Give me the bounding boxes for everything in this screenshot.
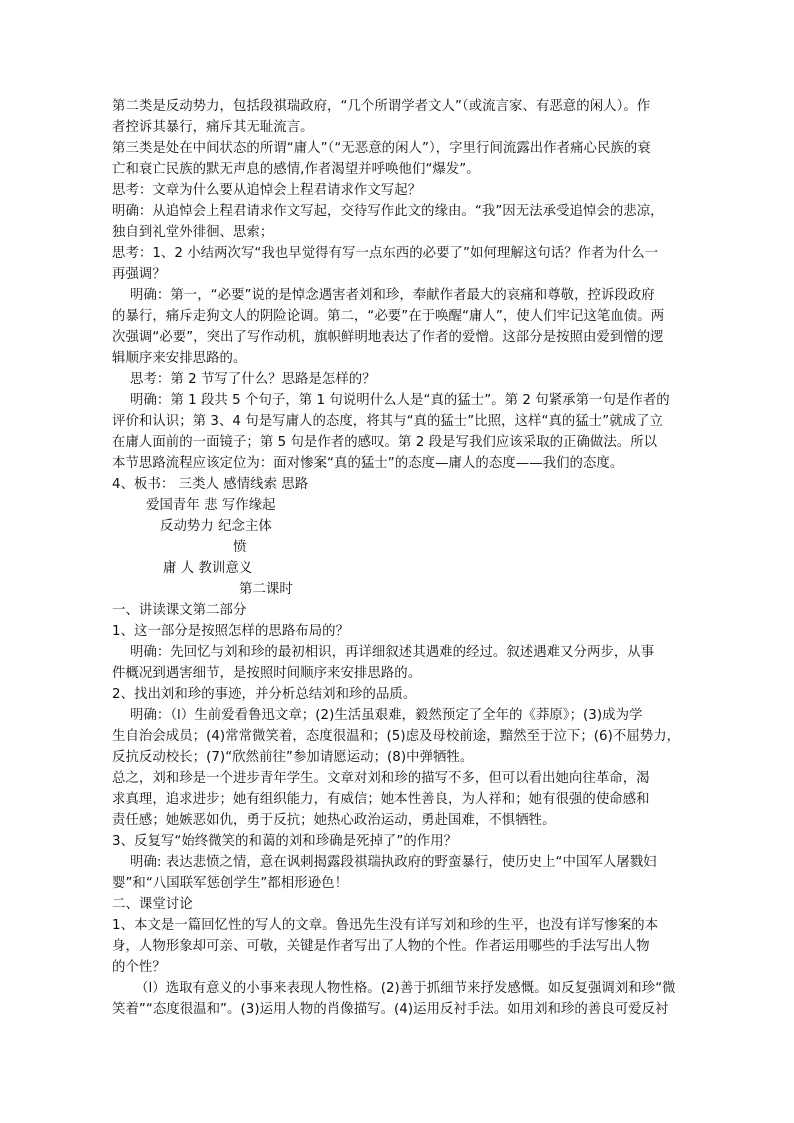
text-line: 第三类是处在中间状态的所谓“庸人”（“无恶意的闲人”），字里行间流露出作者痛心民族的衰	[112, 141, 651, 156]
text-line: （l）选取有意义的小事来表现人物性格。(2)善于抓细节来抒发感慨。如反复强调刘和珍“微	[135, 981, 676, 996]
text-line: 明确：第一，“必要”说的是悼念遇害者刘和珍，奉献作者最大的哀痛和尊敬，控诉段政府	[130, 288, 655, 303]
text-line: 辑顺序来安排思路的。	[112, 351, 247, 366]
text-line: 明确：第 1 段共 5 个句子，第 1 句说明什么人是“真的猛士”。第 2 句紧承第一句是作者的	[130, 393, 670, 408]
text-line: 明确: 表达悲愤之情，意在讽刺揭露段祺瑞执政府的野蛮暴行，使历史上“中国军人屠戮妇	[130, 855, 657, 870]
text-line: 婴”和“八国联军惩创学生”都相形逊色！	[112, 876, 349, 891]
blackboard-heading: 4、板书： 三类人 感情线索 思路	[112, 477, 309, 492]
text-line: 笑着”“态度很温和”。(3)运用人物的肖像描写。(4)运用反衬手法。如用刘和珍的善良可爱反衬	[112, 1002, 669, 1017]
text-line: 次强调“必要”，突出了写作动机，旗帜鲜明地表达了作者的爱憎。这部分是按照由爱到憎的逻	[112, 330, 664, 345]
question-line: 2、找出刘和珍的事迹，并分析总结刘和珍的品质。	[112, 687, 417, 702]
text-line: 反抗反动校长；(7)“欣然前往”参加请愿运动；(8)中弹牺牲。	[112, 750, 474, 765]
text-line: 再强调？	[112, 267, 166, 282]
lesson-title: 第二课时	[239, 582, 293, 597]
question-line: 思考：第 2 节写了什么？思路是怎样的？	[130, 372, 376, 387]
blackboard-row: 反动势力 纪念主体	[160, 519, 272, 534]
text-line: 件概况到遇害细节，是按照时间顺序来安排思路的。	[112, 666, 422, 681]
text-line: 求真理，追求进步；她有组织能力，有威信；她本性善良，为人祥和；她有很强的使命感和	[112, 792, 650, 807]
text-line: 责任感；她嫉恶如仇，勇于反抗；她热心政治运动，勇赴国难，不惧牺牲。	[112, 813, 556, 828]
text-line: 明确：从追悼会上程君请求作文写起，交待写作此文的缘由。“我”因无法承受追悼会的悲凉，	[112, 204, 664, 219]
section-heading: 二、课堂讨论	[112, 897, 193, 912]
section-heading: 一、讲读课文第二部分	[112, 603, 247, 618]
blackboard-row: 爱国青年 悲 写作缘起	[146, 498, 276, 513]
text-line: 在庸人面前的一面镜子；第 5 句是作者的感叹。第 2 段是写我们应该采取的正确做法。所以	[112, 435, 658, 450]
text-line: 总之，刘和珍是一个进步青年学生。文章对刘和珍的描写不多，但可以看出她向往革命，渴	[112, 771, 650, 786]
text-line: 的暴行，痛斥走狗文人的阴险论调。第二，“必要”在于唤醒“庸人”，使人们牢记这笔血债。两	[112, 309, 665, 324]
text-line: 明确：先回忆与刘和珍的最初相识，再详细叙述其遇难的经过。叙述遇难又分两步，从事	[130, 645, 655, 660]
blackboard-row: 愤	[233, 540, 247, 555]
text-line: 生自治会成员；(4)常常微笑着，态度很温和；(5)虑及母校前途，黯然至于泣下；(6)不屈势力，	[112, 729, 681, 744]
text-line: 评价和认识；第 3、4 句是写庸人的态度，将其与“真的猛士”比照，这样“真的猛士”就成了立	[112, 414, 664, 429]
text-line: 1、本文是一篇回忆性的写人的文章。鲁迅先生没有详写刘和珍的生平，也没有详写惨案的本	[112, 918, 659, 933]
text-line: 身，人物形象却可亲、可敬，关键是作者写出了人物的个性。作者运用哪些的手法写出人物	[112, 939, 650, 954]
text-line: 明确：（l）生前爱看鲁迅文章；(2)生活虽艰难，毅然预定了全年的《莽原》；(3)成为学	[130, 708, 643, 723]
question-line: 3、反复写“始终微笑的和蔼的刘和珍确是死掉了”的作用？	[112, 834, 458, 849]
text-line: 独自到礼堂外徘徊、思索；	[112, 225, 274, 240]
question-line: 1、这一部分是按照怎样的思路布局的？	[112, 624, 350, 639]
question-line: 思考：文章为什么要从追悼会上程君请求作文写起？	[112, 183, 422, 198]
text-line: 本节思路流程应该定位为：面对惨案“真的猛士”的态度—庸人的态度——我们的态度。	[112, 456, 624, 471]
blackboard-row: 庸 人 教训意义	[163, 561, 253, 576]
text-line: 者控诉其暴行，痛斥其无耻流言。	[112, 120, 314, 135]
question-line: 思考：1、2 小结两次写“我也早觉得有写一点东西的必要了”如何理解这句话？作者为什么一	[112, 246, 659, 261]
text-line: 亡和衰亡民族的默无声息的感情,作者渴望并呼唤他们“爆发”。	[112, 162, 480, 177]
text-line: 第二类是反动势力，包括段祺瑞政府，“几个所谓学者文人”（或流言家、有恶意的闲人）。作	[112, 99, 651, 114]
text-line: 的个性？	[112, 960, 166, 975]
